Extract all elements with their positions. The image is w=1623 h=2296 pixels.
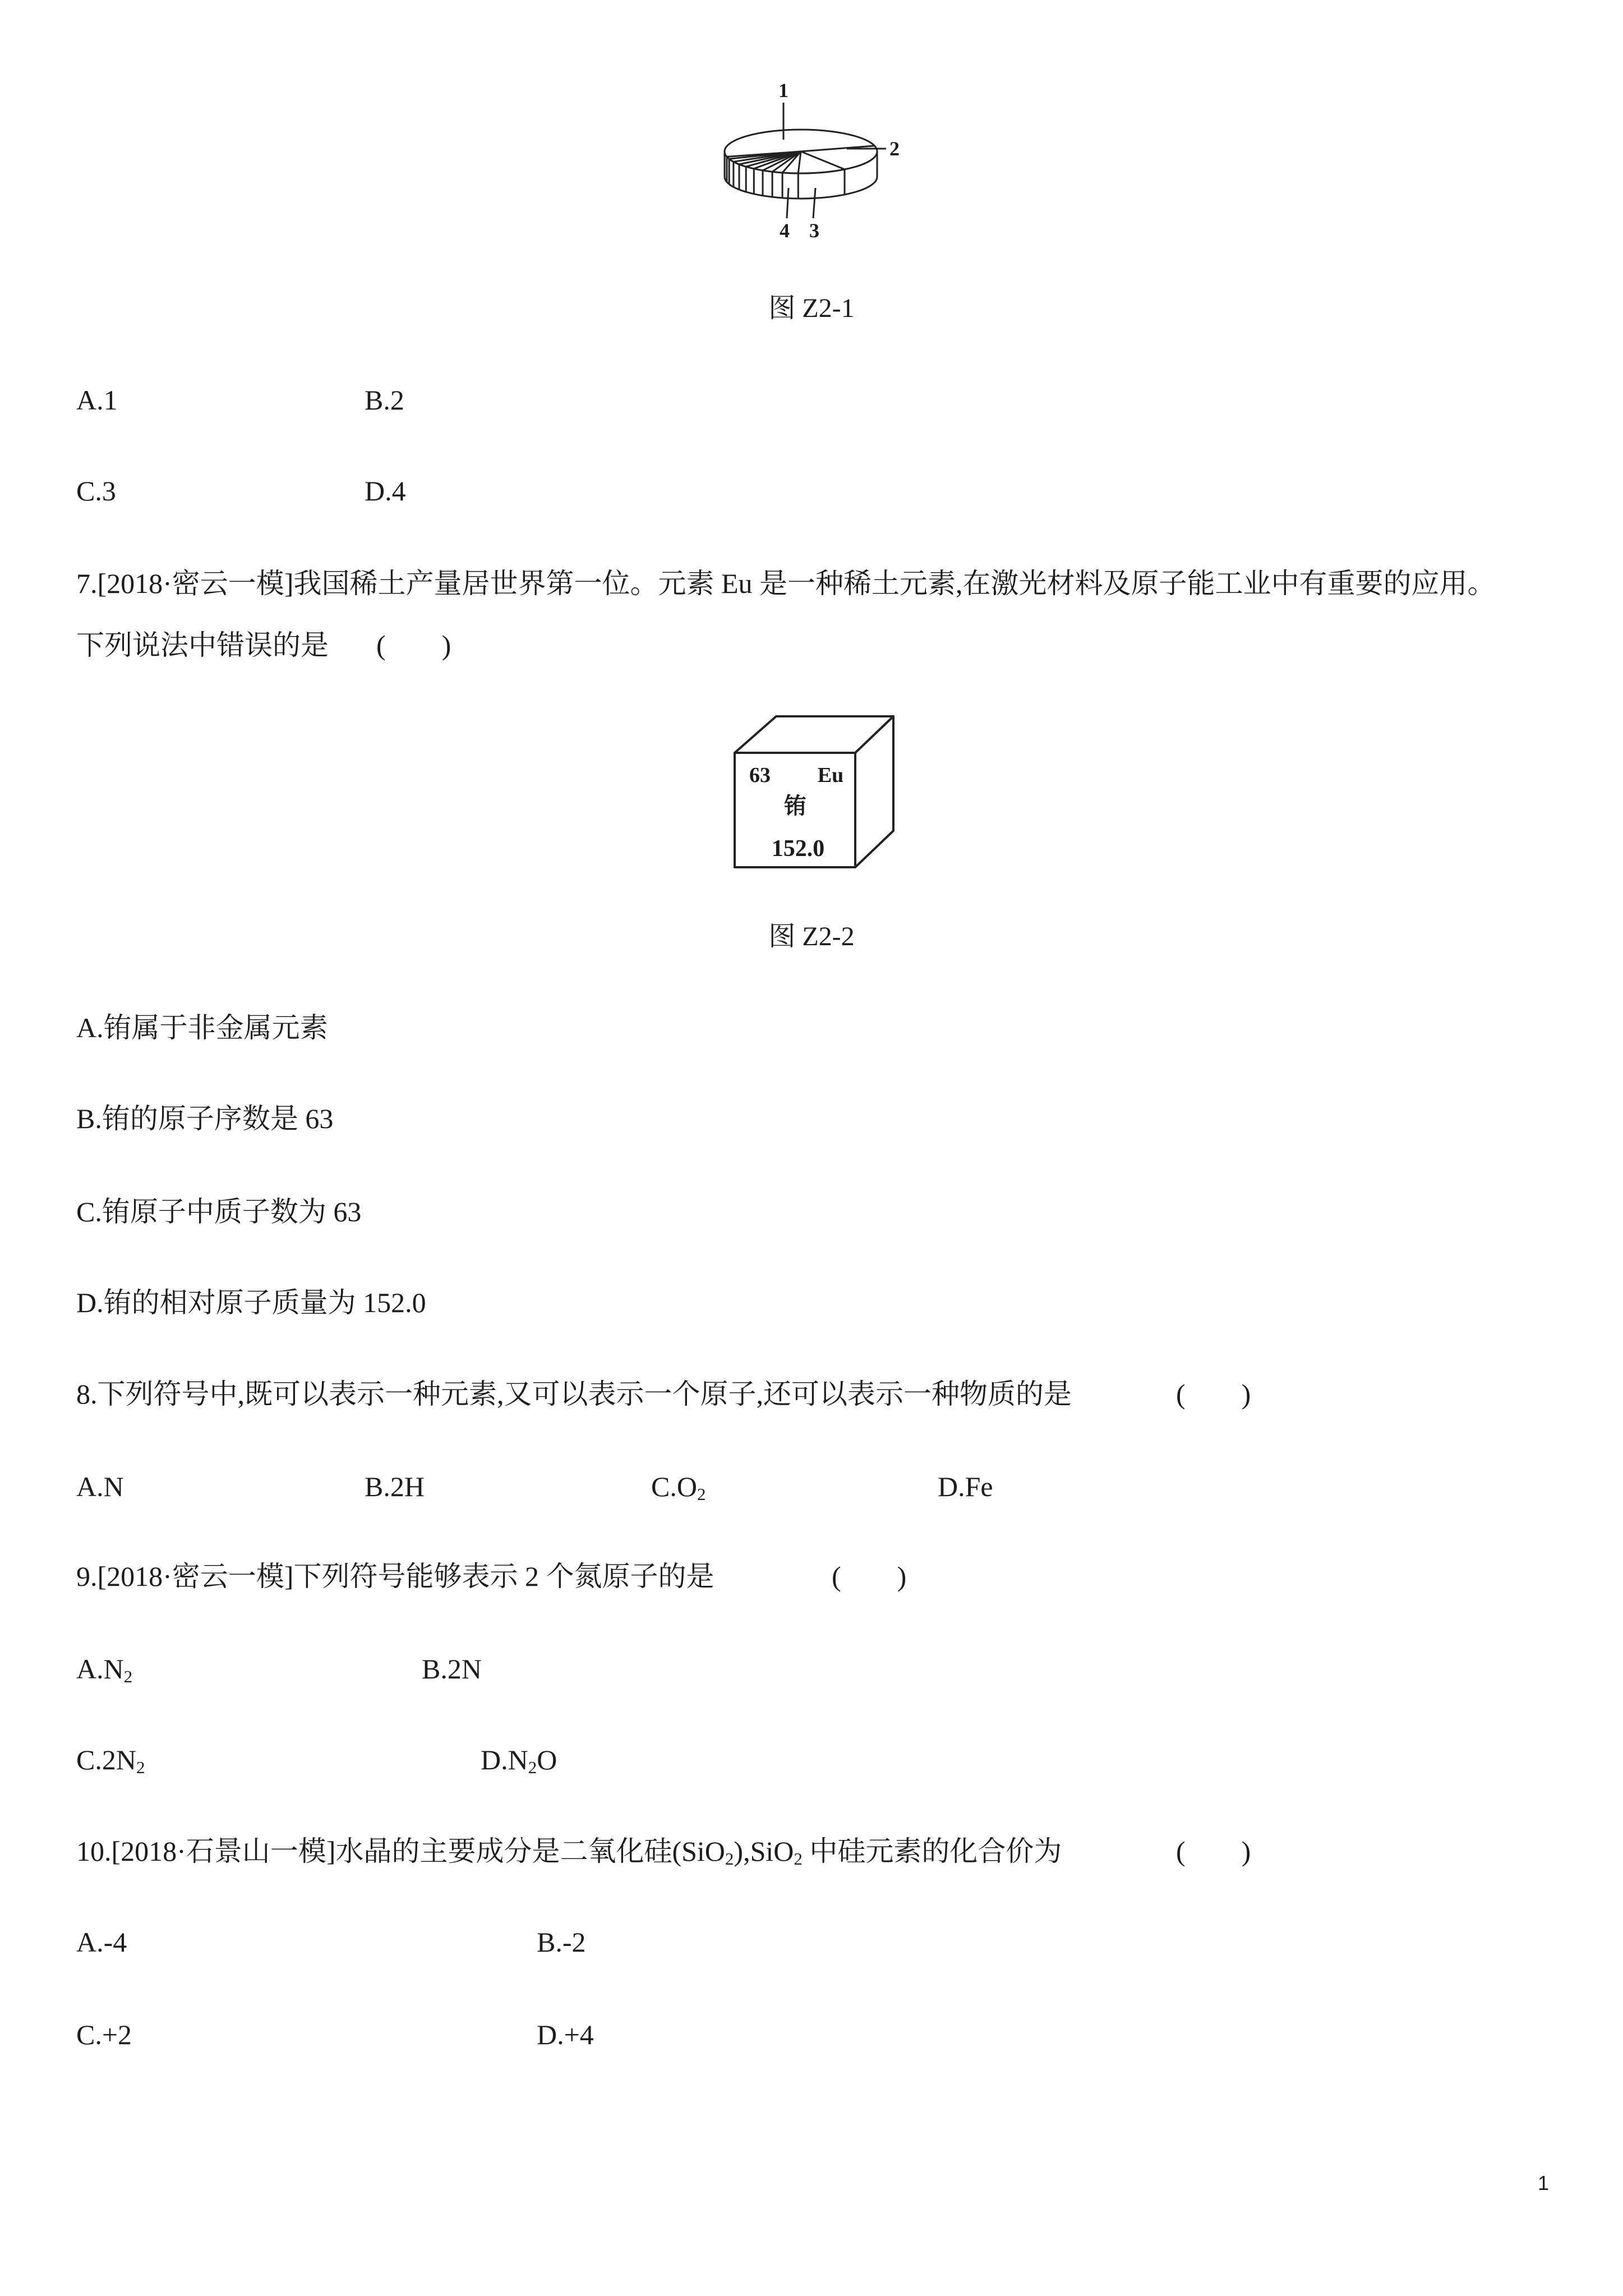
q7-option-b: B.铕的原子序数是 63: [76, 1103, 334, 1134]
q8-option-a: A.N: [76, 1471, 124, 1502]
q6-option-d: D.4: [365, 475, 406, 507]
q9-option-a-text: A.N: [76, 1653, 124, 1685]
q9-option-a: [76, 1652, 132, 1686]
pie-label-4: 4: [780, 219, 790, 242]
q8-option-b: B.2H: [365, 1471, 425, 1502]
q9-stem: 9.[2018·密云一模]下列符号能够表示 2 个氮原子的是: [76, 1561, 714, 1592]
figure-z2-1-caption: 图 Z2-1: [768, 293, 855, 323]
q6-option-a: A.1: [76, 384, 118, 416]
q9-option-d-tail: O: [537, 1744, 557, 1775]
q10-option-d: D.+4: [537, 2019, 594, 2050]
q8-answer-bracket: ( ): [1176, 1378, 1251, 1410]
figure-z2-2-caption: 图 Z2-2: [768, 922, 855, 951]
q10-stem-part-2: ),SiO: [734, 1835, 794, 1867]
q8-stem: 8.下列符号中,既可以表示一种元素,又可以表示一个原子,还可以表示一种物质的是: [76, 1378, 1072, 1410]
q7-option-c: C.铕原子中质子数为 63: [76, 1196, 362, 1227]
q8-option-c: [651, 1470, 706, 1503]
page-number: 1: [1537, 2171, 1550, 2194]
q7-option-a: A.铕属于非金属元素: [76, 1012, 328, 1043]
q10-option-b: B.-2: [537, 1926, 586, 1958]
q9-option-c: [76, 1743, 145, 1777]
q10-answer-bracket: ( ): [1176, 1835, 1251, 1867]
q9-option-b: B.2N: [422, 1653, 482, 1685]
pie-label-1: 1: [778, 79, 789, 102]
q10-stem: [76, 1834, 1062, 1868]
q10-stem-part-1: 10.[2018·石景山一模]水晶的主要成分是二氧化硅(SiO: [76, 1835, 725, 1867]
q8-option-c-text: C.O: [651, 1471, 697, 1502]
q10-option-a: A.-4: [76, 1926, 127, 1958]
q10-stem-sub-1: 2: [725, 1848, 734, 1869]
q7-answer-bracket: ( ): [376, 629, 451, 661]
q7-stem-line-1: 7.[2018·密云一模]我国稀土产量居世界第一位。元素 Eu 是一种稀土元素,在激光材料及原子能工业中有重要的应用。: [76, 568, 1496, 599]
element-symbol: Eu: [817, 763, 844, 787]
q8-option-c-subscript: 2: [697, 1484, 706, 1504]
q10-stem-part-3: 中硅元素的化合价为: [802, 1835, 1062, 1867]
q6-option-b: B.2: [365, 384, 404, 416]
q9-option-c-subscript: 2: [136, 1757, 145, 1777]
q8-option-d: D.Fe: [938, 1471, 993, 1502]
q7-option-d: D.铕的相对原子质量为 152.0: [76, 1287, 426, 1318]
atomic-number: 63: [749, 763, 771, 787]
q9-option-c-text: C.2N: [76, 1744, 136, 1775]
pie-label-2: 2: [889, 137, 900, 160]
q9-answer-bracket: ( ): [832, 1561, 907, 1592]
figure-z2-1-pie: [706, 73, 911, 250]
q9-option-d: [481, 1743, 557, 1777]
atomic-mass: 152.0: [771, 836, 825, 862]
q10-stem-sub-2: 2: [794, 1848, 803, 1869]
figure-z2-2-element-cell: [720, 703, 911, 879]
element-name: 铕: [784, 793, 806, 818]
q9-option-a-subscript: 2: [123, 1666, 133, 1686]
pie-label-3: 3: [809, 219, 819, 242]
q7-stem-line-2: 下列说法中错误的是: [76, 629, 329, 661]
q6-option-c: C.3: [76, 475, 116, 507]
q9-option-d-subscript: 2: [528, 1757, 537, 1777]
q9-option-d-text: D.N: [481, 1744, 528, 1775]
q10-option-c: C.+2: [76, 2019, 132, 2050]
